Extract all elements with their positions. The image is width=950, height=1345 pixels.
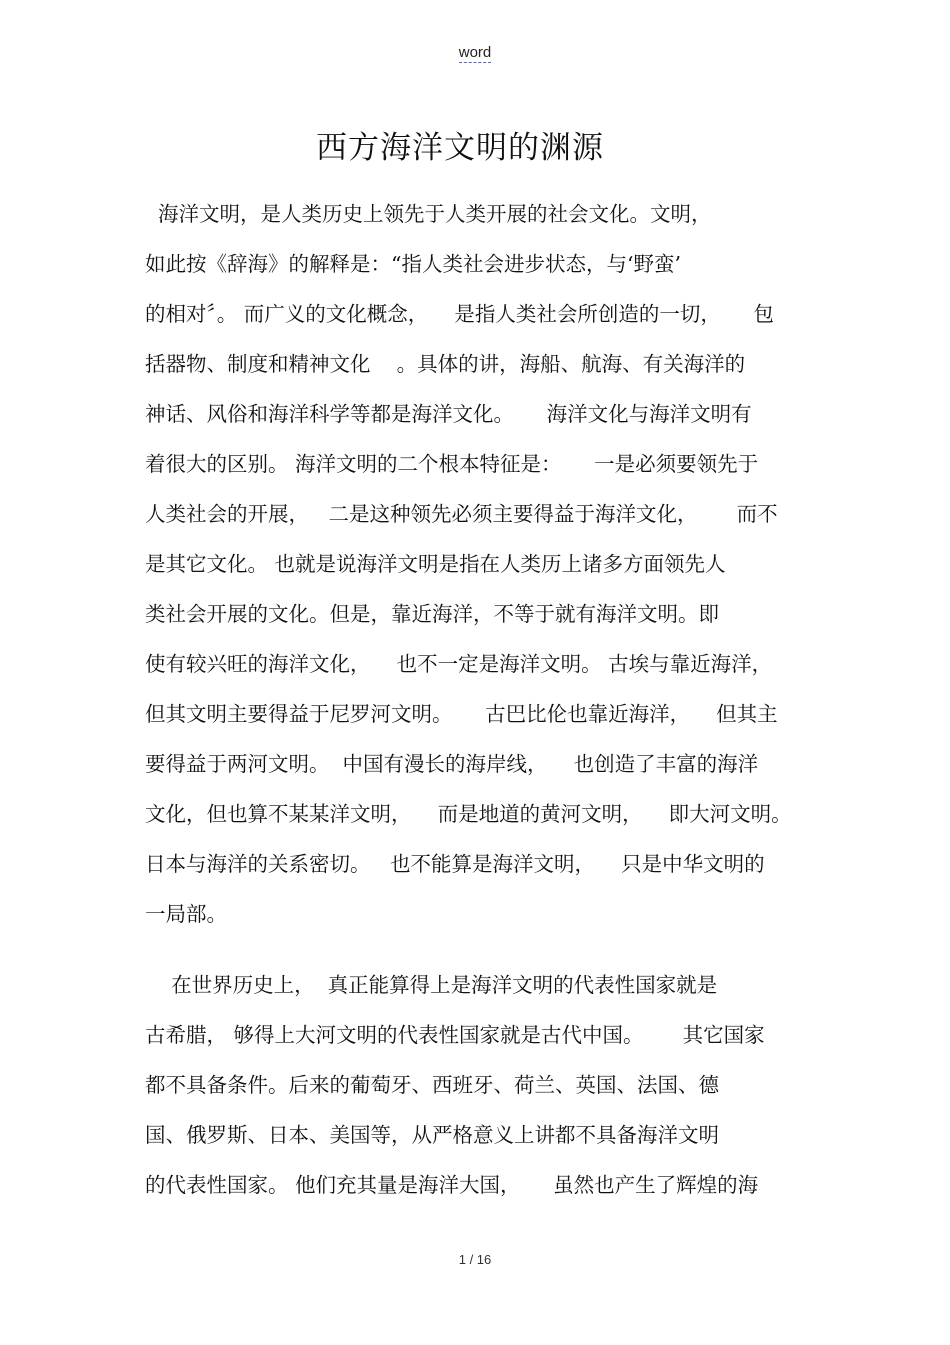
- document-title: 西方海洋文明的渊源: [316, 130, 604, 166]
- text-line: 的相对〞。 而广义的文化概念， 是指人类社会所创造的一切， 包: [145, 302, 774, 326]
- text-line: 是其它文化。 也就是说海洋文明是指在人类历上诸多方面领先人: [145, 552, 726, 576]
- text-line: 国、俄罗斯、日本、美国等，从严格意义上讲都不具备海洋文明: [145, 1123, 719, 1147]
- header-label: [0, 44, 950, 61]
- text-line: 海洋文明，是人类历史上领先于人类开展的社会文化。文明，: [145, 202, 712, 226]
- text-line: 要得益于两河文明。 中国有漫长的海岸线， 也创造了丰富的海洋: [145, 752, 759, 776]
- text-line: 如此按《辞海》的解释是：“指人类社会进步状态，与‘野蛮’: [145, 252, 682, 276]
- header-word-text: word: [458, 44, 492, 61]
- text-line: 着很大的区别。 海洋文明的二个根本特征是： 一是必须要领先于: [145, 452, 759, 476]
- text-line: 日本与海洋的关系密切。 也不能算是海洋文明， 只是中华文明的: [145, 852, 765, 876]
- text-line: 一局部。: [145, 902, 227, 926]
- text-line: 使有较兴旺的海洋文化， 也不一定是海洋文明。 古埃与靠近海洋，: [145, 652, 773, 676]
- text-line: 类社会开展的文化。但是，靠近海洋，不等于就有海洋文明。即: [145, 602, 719, 626]
- text-line: 都不具备条件。后来的葡萄牙、西班牙、荷兰、英国、法国、德: [145, 1073, 719, 1097]
- text-line: 神话、风俗和海洋科学等都是海洋文化。 海洋文化与海洋文明有: [145, 402, 752, 426]
- text-line: 人类社会的开展， 二是这种领先必须主要得益于海洋文化， 而不: [145, 502, 778, 526]
- page-number: 1 / 16: [458, 1252, 492, 1267]
- text-line: 的代表性国家。 他们充其量是海洋大国， 虽然也产生了辉煌的海: [145, 1173, 759, 1197]
- text-line: 文化，但也算不某某洋文明， 而是地道的黄河文明， 即大河文明。: [145, 802, 792, 826]
- text-line: 在世界历史上， 真正能算得上是海洋文明的代表性国家就是: [145, 973, 718, 997]
- text-line: 但其文明主要得益于尼罗河文明。 古巴比伦也靠近海洋， 但其主: [145, 702, 778, 726]
- text-line: 古希腊， 够得上大河文明的代表性国家就是古代中国。 其它国家: [145, 1023, 765, 1047]
- text-line: 括器物、制度和精神文化 。具体的讲，海船、航海、有关海洋的: [145, 352, 746, 376]
